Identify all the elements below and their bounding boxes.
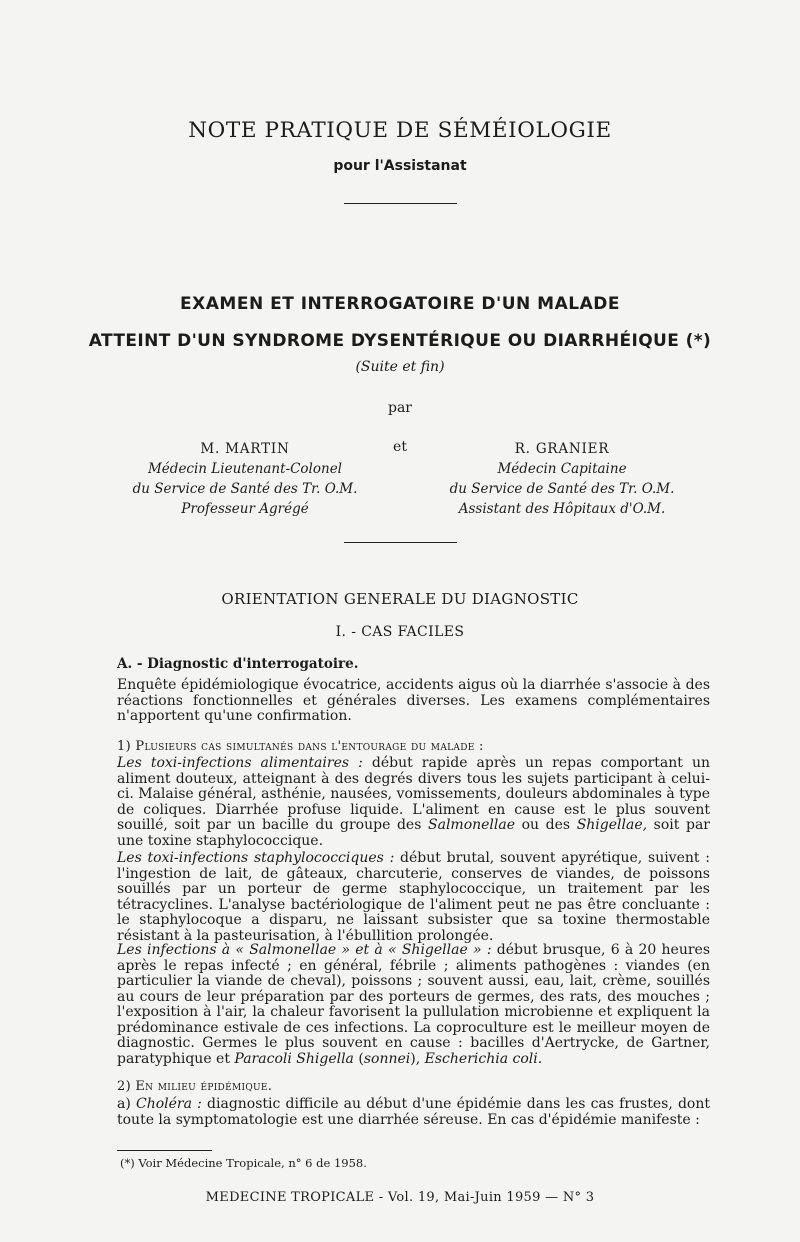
author-role: du Service de Santé des Tr. O.M. [449,481,675,497]
page-footer: MEDECINE TROPICALE - Vol. 19, Mai-Juin 1959 — N° 3 [205,1190,595,1205]
paragraph [117,943,710,1067]
item-heading-text: En milieu épidémique. [135,1079,273,1094]
author-role: du Service de Santé des Tr. O.M. [132,481,358,497]
paragraph [117,1097,710,1128]
paragraph-text: ou des [515,817,577,833]
item-heading-text: Plusieurs cas simultanés dans l'entourage du malade : [135,739,484,754]
author-role: Assistant des Hôpitaux d'O.M. [458,501,666,517]
divider [344,542,457,543]
paragraph [117,851,710,944]
page-subtitle: pour l'Assistanat [333,158,467,174]
article-title-line-1: EXAMEN ET INTERROGATOIRE D'UN MALADE [180,294,620,314]
organism-name: Escherichia coli. [424,1050,543,1067]
footnote-divider [117,1150,212,1151]
byline-par: par [387,400,412,416]
item-number: 2) [117,1079,131,1094]
footnote: (*) Voir Médecine Tropicale, n° 6 de 1958. [120,1156,367,1170]
paragraph-text: ), [410,1050,425,1067]
paragraph-text: début brusque, 6 à 20 heures après le repas infecté ; en général, fébrile ; aliments pathogènes : viandes (en particulier la viande de cheval), poissons ; souvent aussi, eau, lait, crème, souillés au cours de leur préparation par des porteurs de germes, des rats, des mouches ; l'exposition à l'air, la chaleur favorisent la pullulation microbienne et expliquent la prédominance estivale de ces infections. La coproculture est le meilleur moyen de diagnostic. Germes le plus souvent en cause : bacilles d'Aertrycke, de Gartner, paratyphique et [117,942,711,1067]
author-role: Professeur Agrégé [181,501,309,517]
paragraph-text: début rapide après un repas comportant un aliment douteux, atteignant à des degrés divers tous les sujets participant à celui-ci. Malaise général, asthénie, nausées, vomissements, douleurs abdominales à type de coliques. Diarrhée profuse liquide. L'aliment en cause est le plus souvent souillé, soit par un bacille du groupe des [117,755,710,833]
organism-name: Salmonellae [428,817,516,833]
paragraph-lead: Les toxi-infections staphylococciques : [117,850,395,866]
paragraph-label: a) [117,1096,136,1112]
author-name: R. GRANIER [514,441,610,457]
part-a-heading: A. - Diagnostic d'interrogatoire. [117,656,359,672]
paragraph-text: soit par une toxine staphylococcique. [117,817,710,849]
section-title: ORIENTATION GENERALE DU DIAGNOSTIC [221,590,579,608]
paragraph-lead: Les toxi-infections alimentaires : [117,755,363,771]
organism-name: sonnei [363,1050,411,1067]
author-block [95,439,395,519]
paragraph [117,678,710,725]
paragraph-lead: Les infections à « Salmonellae » et à « Shigellae » : [117,942,492,958]
section-subtitle: I. - CAS FACILES [335,624,465,640]
paragraph-text: Enquête épidémiologique évocatrice, accidents aigus où la diarrhée s'associe à des réactions fonctionnelles et générales diverses. Les examens complémentaires n'apportent qu'une confirmation. [117,677,710,724]
organism-name: Shigellae, [576,817,648,833]
author-block [412,439,712,519]
paragraph-text: ( [353,1050,364,1067]
paragraph-lead: Choléra : [136,1096,202,1112]
page-title: NOTE PRATIQUE DE SÉMÉIOLOGIE [188,118,612,143]
paragraph-text: diagnostic difficile au début d'une épidémie dans les cas frustes, dont toute la symptomatologie est une diarrhée séreuse. En cas d'épidémie manifeste : [117,1096,710,1128]
author-conjunction: et [393,439,407,455]
article-title-line-2: ATTEINT D'UN SYNDROME DYSENTÉRIQUE OU DIARRHÉIQUE (*) [88,331,712,351]
item-2-heading [117,1079,272,1094]
divider [344,203,457,204]
paragraph-text: début brutal, souvent apyrétique, suivent : l'ingestion de lait, de gâteaux, charcuterie, conserves de viandes, de poissons souillés par un porteur de germe staphylococcique, un traitement par les tétracyclines. L'analyse bactériologique de l'aliment peut ne pas être concluante : le staphylocoque a disparu, ne laissant subsister que sa toxine thermostable résistant à la pasteurisation, à l'ébullition prolongée. [117,850,710,944]
author-role: Médecin Capitaine [497,461,627,477]
paragraph [117,756,710,849]
article-note: (Suite et fin) [355,359,445,375]
author-name: M. MARTIN [200,441,290,457]
author-role: Médecin Lieutenant-Colonel [147,461,343,477]
item-1-heading [117,739,484,754]
item-number: 1) [117,739,131,754]
organism-name: Paracoli Shigella [234,1050,354,1067]
